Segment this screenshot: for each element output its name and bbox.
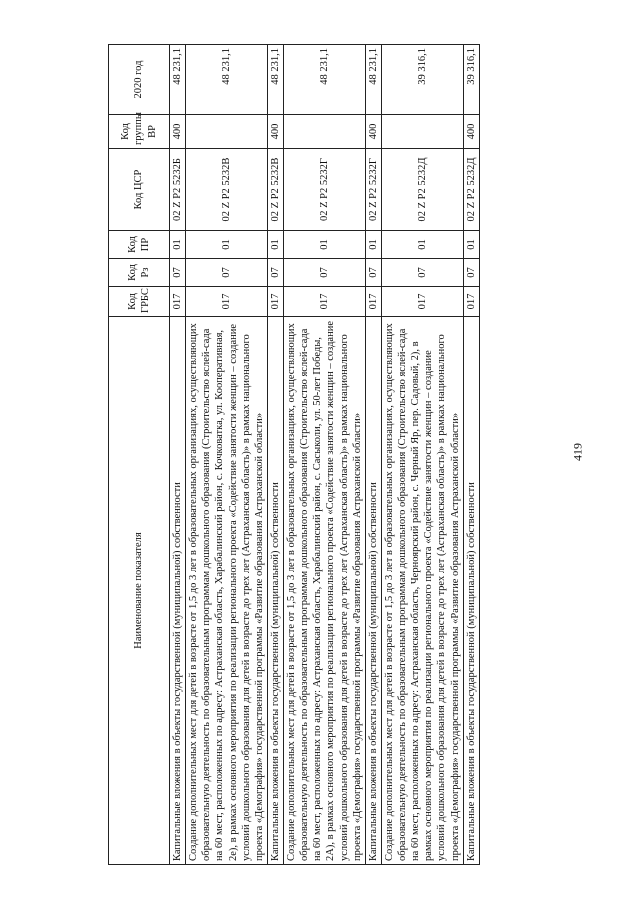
cell-csr: 02 Z P2 5232Д <box>463 149 479 231</box>
cell-name: Создание дополнительных мест для детей в возрасте от 1,5 до 3 лет в образовательных организациях, осуществляющих образовательную деятельность по образовательным программам дошкольного образования (Строительство яслей-сада на 60 мест, расположенных по адресу: Астраханская область, Черноярский район, с. Черный Яр, пер. Садовый, 2), в рамках основного мероприятия по реализации регионального проекта «Содействие занятости женщин – создание условий дошкольного образования для детей в возрасте до трех лет (Астраханская область)» в рамках национального проекта «Демография» государственной программы «Развитие образования Астраханской области» <box>381 317 463 865</box>
cell-csr: 02 Z P2 5232В <box>186 149 268 231</box>
cell-csr: 02 Z P2 5232В <box>267 149 283 231</box>
cell-rz: 07 <box>365 259 381 287</box>
cell-amount: 39 316,1 <box>381 45 463 115</box>
header-year: 2020 год <box>109 45 170 115</box>
cell-vr: 400 <box>267 115 283 149</box>
cell-name: Капитальные вложения в объекты государственной (муниципальной) собственности <box>170 317 186 865</box>
budget-table-canvas <box>108 45 558 865</box>
cell-csr: 02 Z P2 5232Г <box>365 149 381 231</box>
cell-amount: 39 316,1 <box>463 45 479 115</box>
cell-rz: 07 <box>186 259 268 287</box>
table-row <box>381 45 463 865</box>
cell-rz: 07 <box>267 259 283 287</box>
table-row <box>365 45 381 865</box>
table-row <box>186 45 268 865</box>
table-row <box>267 45 283 865</box>
cell-pr: 01 <box>463 231 479 259</box>
cell-vr: 400 <box>463 115 479 149</box>
cell-grbs: 017 <box>267 287 283 317</box>
cell-name: Создание дополнительных мест для детей в возрасте от 1,5 до 3 лет в образовательных организациях, осуществляющих образовательную деятельность по образовательным программам дошкольного образования (Строительство яслей-сада на 60 мест, расположенных по адресу: Астраханская область, Харабалинский район, с. Сасыколи, ул. 50-лет Победы, 2А), в рамках основного мероприятия по реализации регионального проекта «Содействие занятости женщин – создание условий дошкольного образования для детей в возрасте до трех лет (Астраханская область)» в рамках национального проекта «Демография» государственной программы «Развитие образования Астраханской области» <box>284 317 366 865</box>
cell-grbs: 017 <box>463 287 479 317</box>
table-row <box>463 45 479 865</box>
cell-amount: 48 231,1 <box>267 45 283 115</box>
header-name: Наименование показателя <box>109 317 170 865</box>
cell-amount: 48 231,1 <box>186 45 268 115</box>
cell-pr: 01 <box>381 231 463 259</box>
cell-vr <box>381 115 463 149</box>
cell-vr <box>284 115 366 149</box>
page-number: 419 <box>570 443 585 461</box>
cell-pr: 01 <box>267 231 283 259</box>
cell-amount: 48 231,1 <box>284 45 366 115</box>
header-vr: Код группы ВР <box>109 115 170 149</box>
cell-grbs: 017 <box>186 287 268 317</box>
cell-grbs: 017 <box>365 287 381 317</box>
header-pr: Код ПР <box>109 231 170 259</box>
cell-csr: 02 Z P2 5232Д <box>381 149 463 231</box>
cell-grbs: 017 <box>381 287 463 317</box>
cell-rz: 07 <box>381 259 463 287</box>
table-row <box>284 45 366 865</box>
cell-pr: 01 <box>365 231 381 259</box>
cell-name: Создание дополнительных мест для детей в возрасте от 1,5 до 3 лет в образовательных организациях, осуществляющих образовательную деятельность по образовательным программам дошкольного образования (Строительство яслей-сада на 60 мест, расположенных по адресу: Астраханская область, Харабалинский район, с. Кочковатка, ул. Кооперативная, 2е), в рамках основного мероприятия по реализации регионального проекта «Содействие занятости женщин – создание условий дошкольного образования для детей в возрасте до трех лет (Астраханская область)» в рамках национального проекта «Демография» государственной программы «Развитие образования Астраханской области» <box>186 317 268 865</box>
table-row <box>170 45 186 865</box>
cell-grbs: 017 <box>170 287 186 317</box>
header-grbs: Код ГРБС <box>109 287 170 317</box>
header-rz: Код Рз <box>109 259 170 287</box>
budget-table <box>108 44 480 865</box>
cell-grbs: 017 <box>284 287 366 317</box>
table-header <box>109 45 170 865</box>
cell-name: Капитальные вложения в объекты государственной (муниципальной) собственности <box>267 317 283 865</box>
header-csr: Код ЦСР <box>109 149 170 231</box>
table-body <box>170 45 480 865</box>
cell-csr: 02 Z P2 5232Б <box>170 149 186 231</box>
cell-vr: 400 <box>170 115 186 149</box>
cell-csr: 02 Z P2 5232Г <box>284 149 366 231</box>
cell-rz: 07 <box>170 259 186 287</box>
cell-rz: 07 <box>463 259 479 287</box>
cell-pr: 01 <box>284 231 366 259</box>
cell-pr: 01 <box>186 231 268 259</box>
cell-amount: 48 231,1 <box>365 45 381 115</box>
cell-name: Капитальные вложения в объекты государственной (муниципальной) собственности <box>463 317 479 865</box>
cell-amount: 48 231,1 <box>170 45 186 115</box>
cell-pr: 01 <box>170 231 186 259</box>
cell-rz: 07 <box>284 259 366 287</box>
cell-name: Капитальные вложения в объекты государственной (муниципальной) собственности <box>365 317 381 865</box>
cell-vr: 400 <box>365 115 381 149</box>
cell-vr <box>186 115 268 149</box>
